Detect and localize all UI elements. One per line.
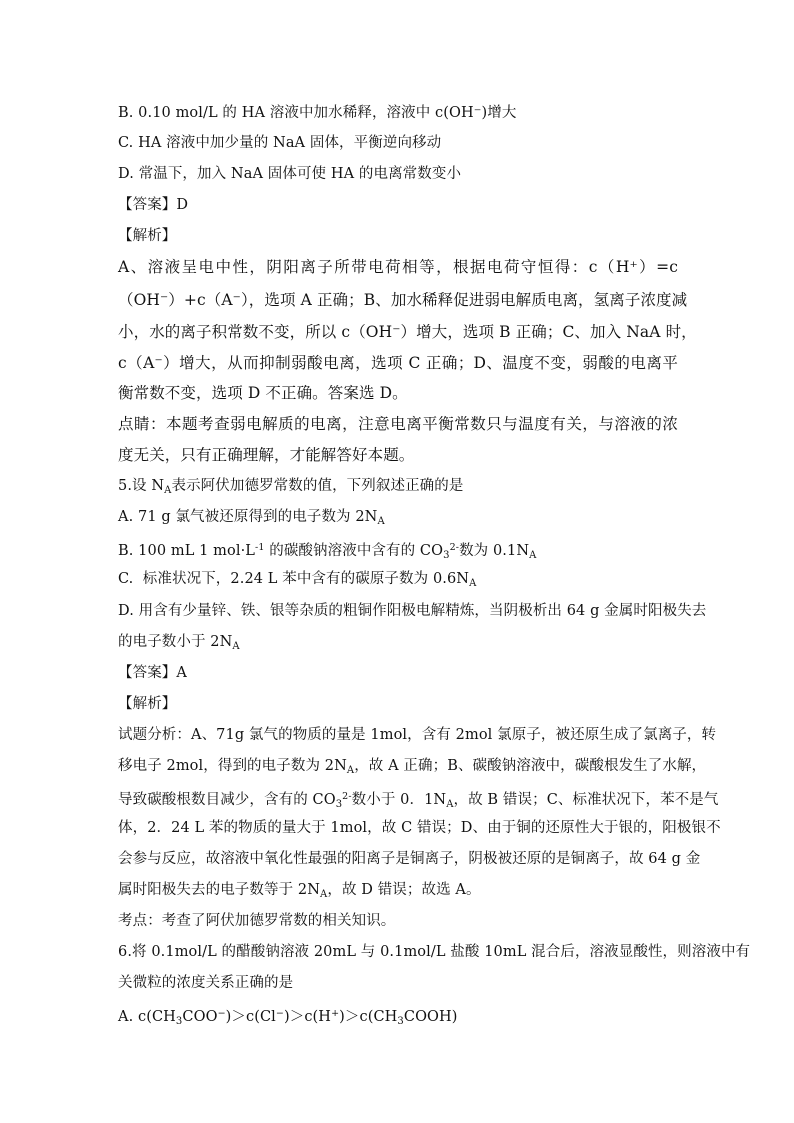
q5-option-a: A. 71 g 氯气被还原得到的电子数为 $2N_A$ (118, 509, 385, 527)
q4-analysis-line: 衡常数不变，选项 D 不正确。答案选 D。 (118, 384, 408, 402)
q4-analysis-line: A、溶液呈电中性，阴阳离子所带电荷相等，根据电荷守恒得：c（H⁺）=c (118, 258, 678, 276)
q6-stem-line2: 关微粒的浓度关系正确的是 (118, 975, 294, 991)
q6-stem-line1: 6.将 0.1mol/L 的醋酸钠溶液 20mL 与 0.1mol/L 盐酸 10mL 混合后，溶液显酸性，则溶液中有 (118, 944, 751, 960)
q5-analysis-line: 属时阳极失去的电子数等于 $2N_A$，故 D 错误；故选 A。 (118, 882, 481, 900)
q5-answer (118, 663, 678, 683)
q5-analysis-line: 体，2．24 L 苯的物质的量大于 1mol，故 C 错误；D、由于铜的还原性大于银的，阳极银不 (118, 820, 721, 836)
answer-value: A (176, 665, 187, 681)
q4-answer (118, 195, 678, 215)
q4-comment-line: 点睛：本题考查弱电解质的电离，注意电离平衡常数只与温度有关，与溶液的浓 (118, 415, 678, 433)
q5-analysis-line: 试题分析：A、71g 氯气的物质的量是 1mol，含有 2mol 氯原子，被还原生成了氯离子，转 (118, 727, 717, 743)
q4-analysis-line: 小，水的离子积常数不变，所以 c（OH⁻）增大，选项 B 正确；C、加入 NaA 时， (118, 323, 697, 341)
q4-option-d: D. 常温下，加入 NaA 固体可使 HA 的电离常数变小 (118, 166, 462, 182)
q4-option-b: B. 0.10 mol/L 的 HA 溶液中加水稀释，溶液中 c(OH⁻)增大 (118, 105, 517, 121)
q5-analysis-line: 移电子 2mol，得到的电子数为 $2N_A$，故 A 正确；B、碳酸钠溶液中，碳酸根发生了水解， (118, 758, 707, 776)
answer-value: D (176, 197, 189, 213)
q4-analysis-line: （OH⁻）+c（A⁻），选项 A 正确；B、加水稀释促进弱电解质电离，氢离子浓度减 (118, 291, 688, 309)
q5-kaodian: 考点：考查了阿伏加德罗常数的相关知识。 (118, 913, 396, 929)
q5-option-b: B. 100 mL 1 $mol\cdot L^{-1}$ 的碳酸钠溶液中含有的 $CO_3^{2-}$数为 $0.1N_A$ (118, 542, 537, 561)
q4-analysis-line: c（A⁻）增大，从而抑制弱酸电离，选项 C 正确；D、温度不变，弱酸的电离平 (118, 354, 678, 372)
q5-option-d-line1: D. 用含有少量锌、铁、银等杂质的粗铜作阳极电解精炼，当阴极析出 64 g 金属时阳极失去 (118, 603, 707, 619)
q5-option-d-line2: 的电子数小于 $2N_A$ (118, 634, 240, 652)
answer-label: 【答案】 (118, 665, 177, 681)
q5-analysis-label: 【解析】 (118, 696, 177, 712)
q4-analysis-label: 【解析】 (118, 228, 177, 244)
q4-option-c: C. HA 溶液中加少量的 NaA 固体，平衡逆向移动 (118, 135, 442, 151)
q4-comment-line: 度无关，只有正确理解，才能解答好本题。 (118, 446, 415, 464)
q6-option-a: A. $c(CH_3COO^-)>c(Cl^-)>c(H^+)>c(CH_3COOH)$ (118, 1008, 458, 1027)
q5-analysis-line: 会参与反应，故溶液中氧化性最强的阳离子是铜离子，阴极被还原的是铜离子，故 64 g 金 (118, 851, 701, 867)
q5-analysis-line: 导致碳酸根数目减少，含有的 $CO_3^{2-}$数小于 0．$1N_A$，故 B 错误；C、标准状况下，苯不是气 (118, 791, 719, 810)
q5-stem: 5.设 $N_A$表示阿伏加德罗常数的值，下列叙述正确的是 (118, 478, 464, 496)
q5-option-c: C. 标准状况下，2.24 L 苯中含有的碳原子数为 $0.6N_A$ (118, 571, 477, 589)
answer-label: 【答案】 (118, 197, 177, 213)
